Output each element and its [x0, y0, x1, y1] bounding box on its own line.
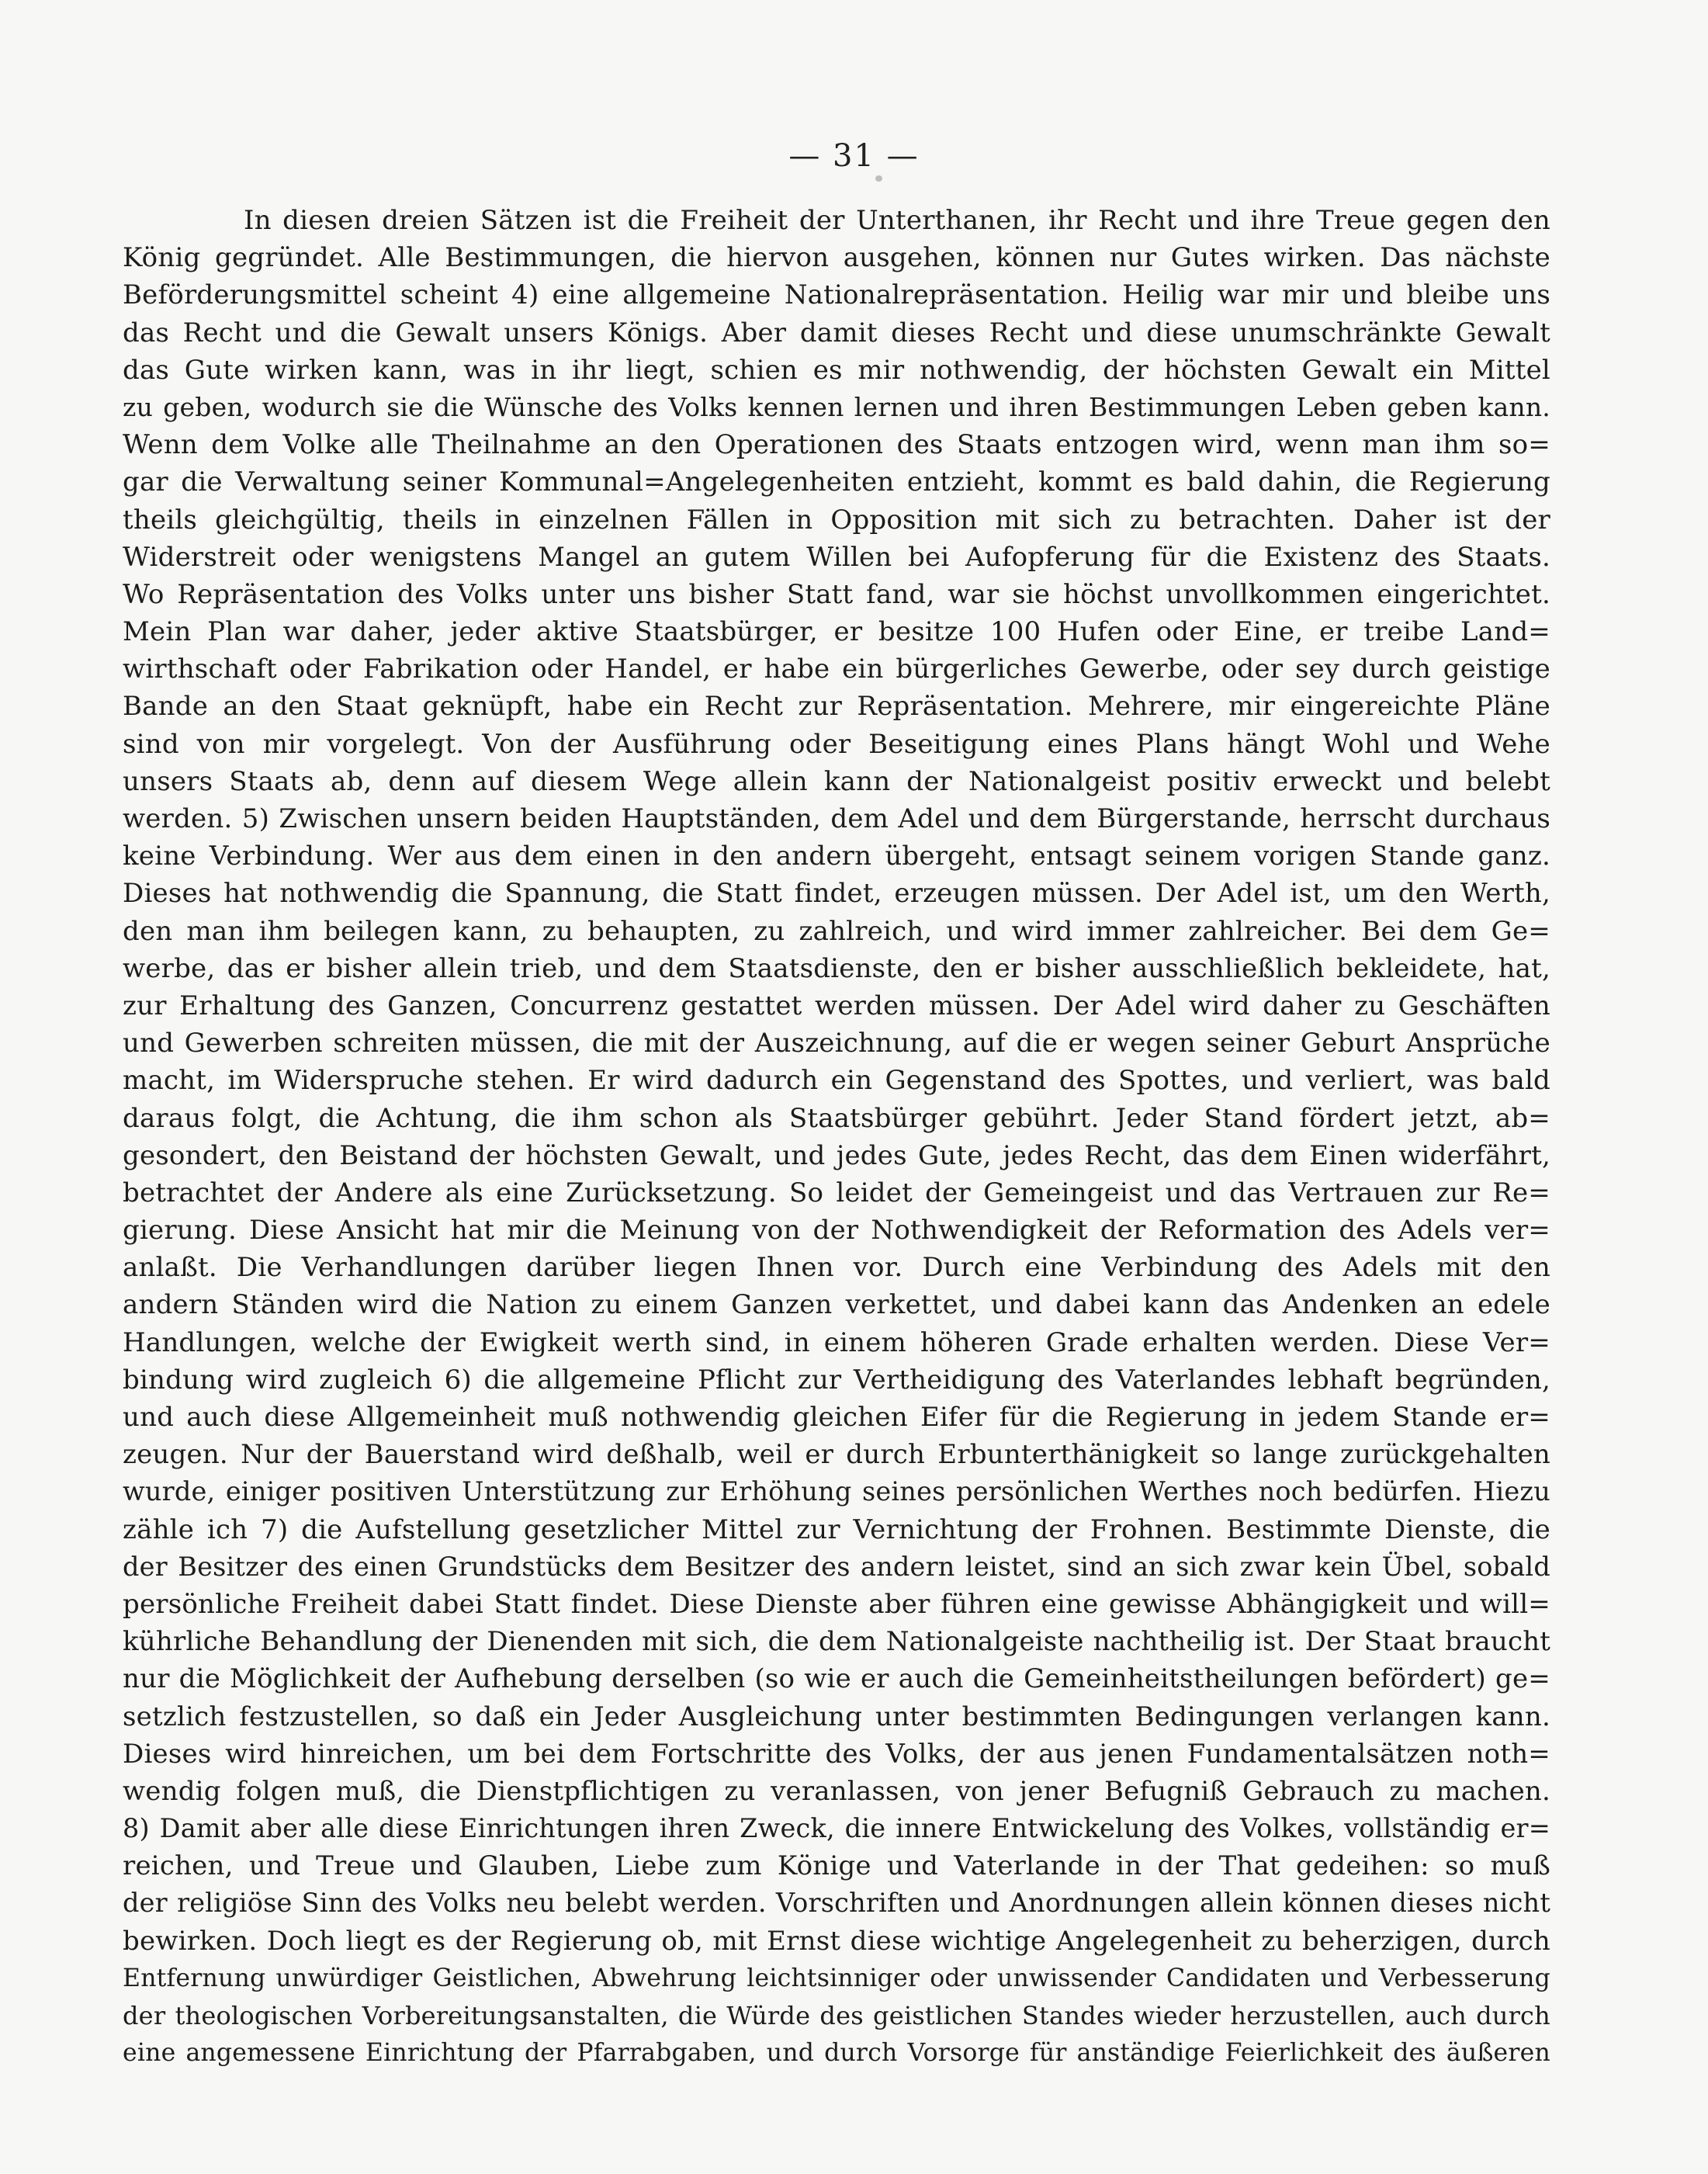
text-line: zeugen. Nur der Bauerstand wird deßhalb, weil er durch Erbunterthänigkeit so lange zurückgehalten — [123, 1439, 1550, 1471]
text-line: unsers Staats ab, denn auf diesem Wege allein kann der Nationalgeist positiv erweckt und belebt — [123, 765, 1550, 797]
text-line: setzlich festzustellen, so daß ein Jeder Ausgleichung unter bestimmten Bedingungen verlangen kann. — [123, 1701, 1550, 1732]
text-line: gierung. Diese Ansicht hat mir die Meinung von der Nothwendigkeit der Reformation des Adels ver= — [123, 1215, 1550, 1246]
text-line: Bande an den Staat geknüpft, habe ein Recht zur Repräsentation. Mehrere, mir eingereichte Pläne — [123, 691, 1550, 723]
text-line: werden. 5) Zwischen unsern beiden Hauptständen, dem Adel und dem Bürgerstande, herrscht durchaus — [123, 803, 1550, 834]
text-line: der religiöse Sinn des Volks neu belebt werden. Vorschriften und Anordnungen allein können dieses nicht — [123, 1888, 1550, 1919]
text-line: daraus folgt, die Achtung, die ihm schon als Staatsbürger gebührt. Jeder Stand fördert jetzt, ab= — [123, 1102, 1550, 1134]
text-line: anlaßt. Die Verhandlungen darüber liegen Ihnen vor. Durch eine Verbindung des Adels mit den — [123, 1252, 1550, 1284]
text-line: wurde, einiger positiven Unterstützung zur Erhöhung seines persönlichen Werthes noch bedürfen. Hiezu — [123, 1476, 1550, 1507]
text-line: gar die Verwaltung seiner Kommunal=Angelegenheiten entzieht, kommt es bald dahin, die Regierung — [123, 466, 1550, 498]
text-line: bewirken. Doch liegt es der Regierung ob, mit Ernst diese wichtige Angelegenheit zu beherzigen, durch — [123, 1925, 1550, 1957]
text-line: macht, im Widerspruche stehen. Er wird dadurch ein Gegenstand des Spottes, und verliert, was bald — [123, 1065, 1550, 1097]
text-line: kührliche Behandlung der Dienenden mit sich, die dem Nationalgeiste nachtheilig ist. Der Staat braucht — [123, 1626, 1551, 1658]
text-line: persönliche Freiheit dabei Statt findet. Diese Dienste aber führen eine gewisse Abhängigkeit und will= — [123, 1588, 1550, 1620]
text-line: und Gewerben schreiten müssen, die mit der Auszeichnung, auf die er wegen seiner Geburt Ansprüche — [123, 1028, 1550, 1059]
text-line: und auch diese Allgemeinheit muß nothwendig gleichen Eifer für die Regierung in jedem Stande er= — [123, 1402, 1550, 1433]
text-line: der Besitzer des einen Grundstücks dem Besitzer des andern leistet, sind an sich zwar kein Übel, sobald — [123, 1551, 1550, 1582]
page-number: — 31 — — [788, 138, 920, 174]
text-line: theils gleichgültig, theils in einzelnen Fällen in Opposition mit sich zu betrachten. Daher ist der — [123, 504, 1550, 536]
text-line: der theologischen Vorbereitungsanstalten, die Würde des geistlichen Standes wieder herzustellen, auch durch — [123, 2001, 1550, 2030]
text-line: gesondert, den Beistand der höchsten Gewalt, und jedes Gute, jedes Recht, das dem Einen widerfährt, — [123, 1139, 1550, 1171]
text-line: sind von mir vorgelegt. Von der Ausführung oder Beseitigung eines Plans hängt Wohl und Wehe — [123, 728, 1550, 760]
text-line: reichen, und Treue und Glauben, Liebe zum Könige und Vaterlande in der That gedeihen: so muß — [123, 1850, 1550, 1882]
text-line: den man ihm beilegen kann, zu behaupten, zu zahlreich, und wird immer zahlreicher. Bei dem Ge= — [123, 915, 1550, 947]
text-line: nur die Möglichkeit der Aufhebung derselben (so wie er auch die Gemeinheitstheilungen befördert) ge= — [123, 1663, 1550, 1695]
text-line: keine Verbindung. Wer aus dem einen in den andern übergeht, entsagt seinem vorigen Stande ganz. — [123, 841, 1550, 872]
text-line: Widerstreit oder wenigstens Mangel an gutem Willen bei Aufopferung für die Existenz des Staats. — [123, 541, 1550, 573]
text-line: Wenn dem Volke alle Theilnahme an den Operationen des Staats entzogen wird, wenn man ihm so= — [123, 429, 1550, 461]
text-line: Dieses wird hinreichen, um bei dem Fortschritte des Volks, der aus jenen Fundamentalsätzen noth= — [123, 1738, 1550, 1770]
text-line: zähle ich 7) die Aufstellung gesetzlicher Mittel zur Vernichtung der Frohnen. Bestimmte Dienste, die — [123, 1513, 1550, 1545]
text-line: Wo Repräsentation des Volks unter uns bisher Statt fand, war sie höchst unvollkommen eingerichtet. — [123, 578, 1550, 610]
text-line: Dieses hat nothwendig die Spannung, die Statt findet, erzeugen müssen. Der Adel ist, um den Werth, — [123, 878, 1550, 910]
text-line: eine angemessene Einrichtung der Pfarrabgaben, und durch Vorsorge für anständige Feierlichkeit des äußeren — [123, 2039, 1550, 2068]
text-line: Handlungen, welche der Ewigkeit werth sind, in einem höheren Grade erhalten werden. Diese Ver= — [123, 1326, 1550, 1358]
text-line: zu geben, wodurch sie die Wünsche des Volks kennen lernen und ihren Bestimmungen Leben geben kann. — [123, 391, 1550, 422]
text-line: bindung wird zugleich 6) die allgemeine Pflicht zur Vertheidigung des Vaterlandes lebhaft begründen, — [123, 1364, 1550, 1396]
text-line: werbe, das er bisher allein trieb, und dem Staatsdienste, den er bisher ausschließlich bekleidete, hat, — [123, 952, 1550, 984]
text-line: andern Ständen wird die Nation zu einem Ganzen verkettet, und dabei kann das Andenken an edele — [123, 1289, 1550, 1321]
text-line: das Recht und die Gewalt unsers Königs. Aber damit dieses Recht und diese unumschränkte Gewalt — [123, 317, 1550, 348]
text-line: das Gute wirken kann, was in ihr liegt, schien es mir nothwendig, der höchsten Gewalt ein Mittel — [123, 354, 1550, 386]
text-line: 8) Damit aber alle diese Einrichtungen ihren Zweck, die innere Entwickelung des Volkes, vollständig er= — [123, 1813, 1550, 1844]
print-speck — [875, 175, 882, 182]
text-line: wendig folgen muß, die Dienstpflichtigen zu veranlassen, von jener Befugniß Gebrauch zu machen. — [123, 1775, 1550, 1807]
text-line: zur Erhaltung des Ganzen, Concurrenz gestattet werden müssen. Der Adel wird daher zu Geschäften — [123, 990, 1550, 1021]
text-line: Beförderungsmittel scheint 4) eine allgemeine Nationalrepräsentation. Heilig war mir und bleibe uns — [123, 279, 1550, 311]
text-line: betrachtet der Andere als eine Zurücksetzung. So leidet der Gemeingeist und das Vertrauen zur Re= — [123, 1177, 1550, 1208]
text-line: König gegründet. Alle Bestimmungen, die hiervon ausgehen, können nur Gutes wirken. Das nächste — [123, 242, 1550, 274]
body-text — [123, 202, 1551, 2068]
text-line: Mein Plan war daher, jeder aktive Staatsbürger, er besitze 100 Hufen oder Eine, er treibe Land= — [123, 616, 1550, 648]
text-line: wirthschaft oder Fabrikation oder Handel, er habe ein bürgerliches Gewerbe, oder sey durch geistige — [123, 654, 1550, 685]
text-line: Entfernung unwürdiger Geistlichen, Abwehrung leichtsinniger oder unwissender Candidaten und Verbesserung — [123, 1964, 1550, 1992]
text-line: In diesen dreien Sätzen ist die Freiheit der Unterthanen, ihr Recht und ihre Treue gegen den — [244, 205, 1550, 236]
